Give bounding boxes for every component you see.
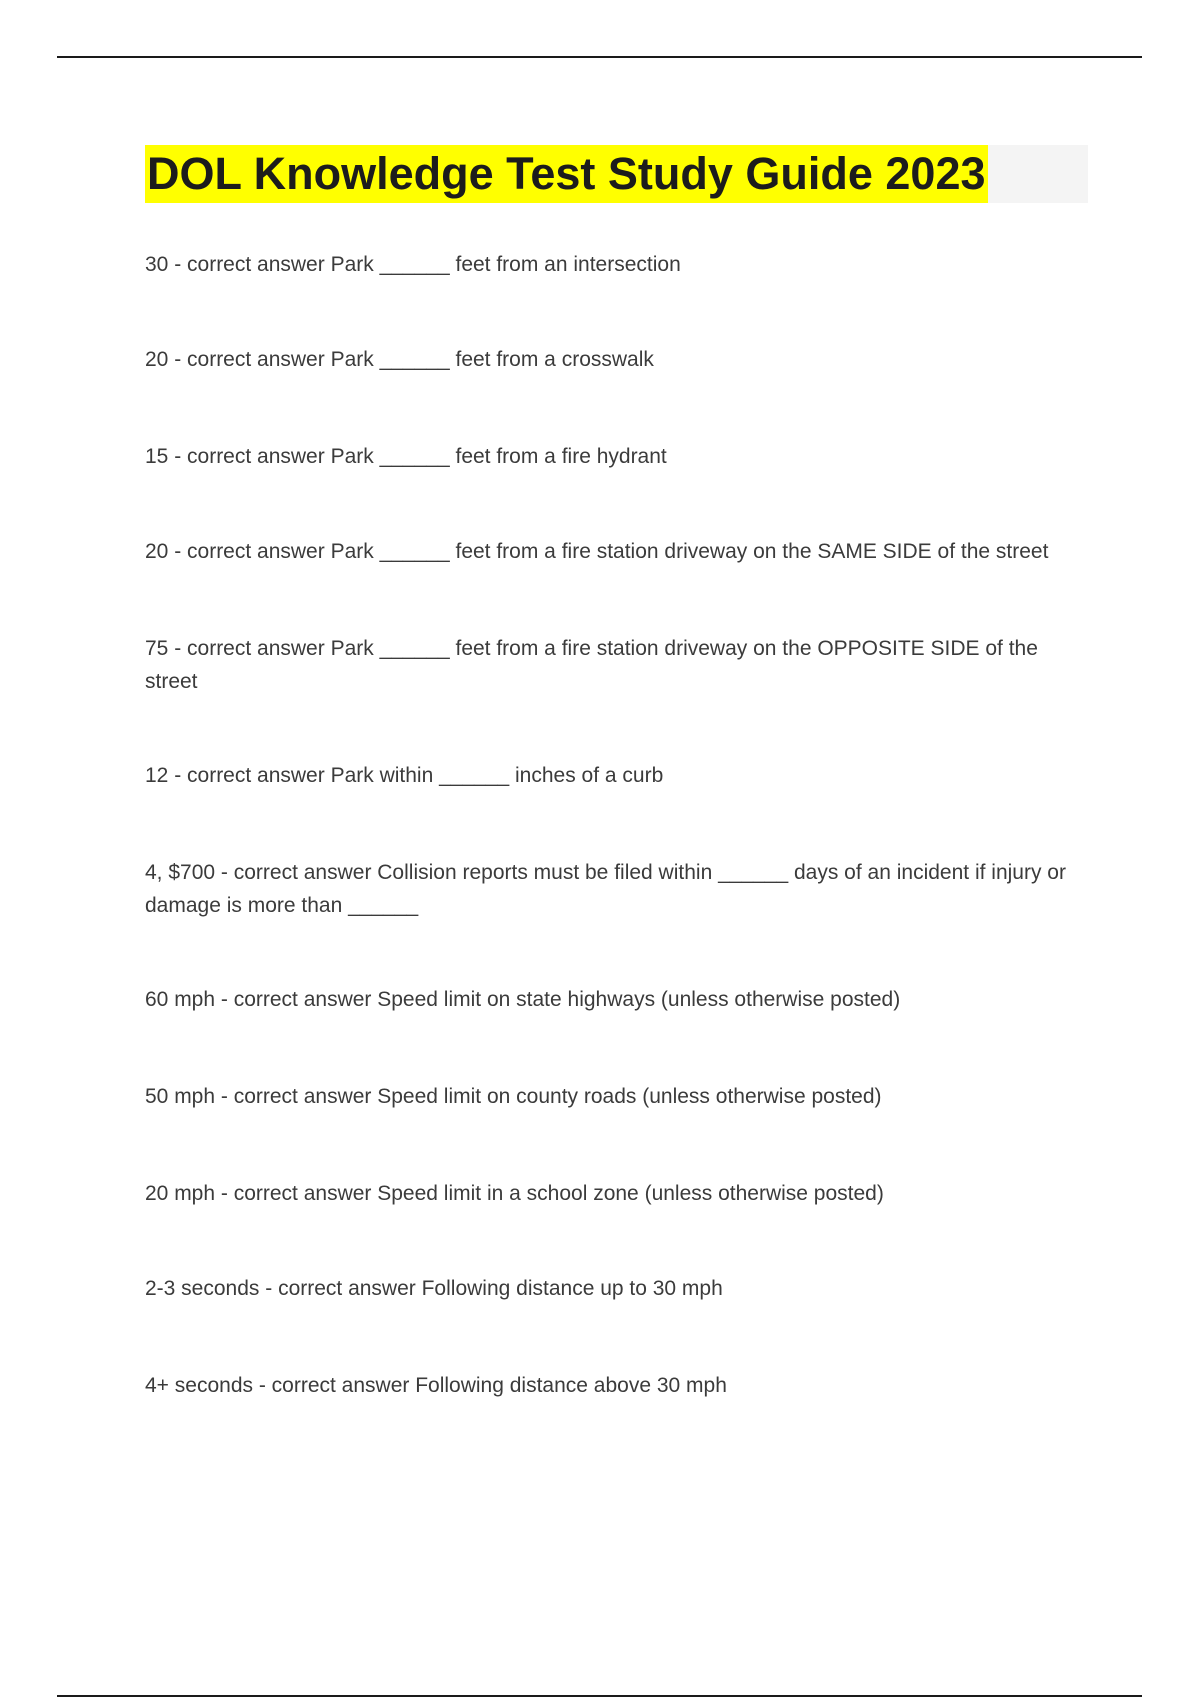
title-block xyxy=(145,145,1088,203)
qa-item: 2-3 seconds - correct answer Following distance up to 30 mph xyxy=(145,1277,723,1300)
qa-item: 20 - correct answer Park ______ feet from a fire station driveway on the SAME SIDE of the street xyxy=(145,540,1049,563)
top-rule xyxy=(57,56,1142,58)
qa-item: 20 - correct answer Park ______ feet from a crosswalk xyxy=(145,348,654,371)
qa-item: 50 mph - correct answer Speed limit on county roads (unless otherwise posted) xyxy=(145,1085,882,1108)
qa-item: 20 mph - correct answer Speed limit in a school zone (unless otherwise posted) xyxy=(145,1182,884,1205)
qa-item: 12 - correct answer Park within ______ inches of a curb xyxy=(145,764,664,787)
qa-item: 60 mph - correct answer Speed limit on state highways (unless otherwise posted) xyxy=(145,988,901,1011)
qa-item: 4, $700 - correct answer Collision reports must be filed within ______ days of an incident if injury or damage is more than ______ xyxy=(145,861,1066,917)
qa-item: 75 - correct answer Park ______ feet from a fire station driveway on the OPPOSITE SIDE of the street xyxy=(145,637,1038,693)
qa-item: 30 - correct answer Park ______ feet from an intersection xyxy=(145,253,681,276)
qa-item: 4+ seconds - correct answer Following distance above 30 mph xyxy=(145,1374,727,1397)
page-title: DOL Knowledge Test Study Guide 2023 xyxy=(145,145,988,203)
qa-item: 15 - correct answer Park ______ feet from a fire hydrant xyxy=(145,445,667,468)
bottom-rule xyxy=(57,1695,1142,1697)
